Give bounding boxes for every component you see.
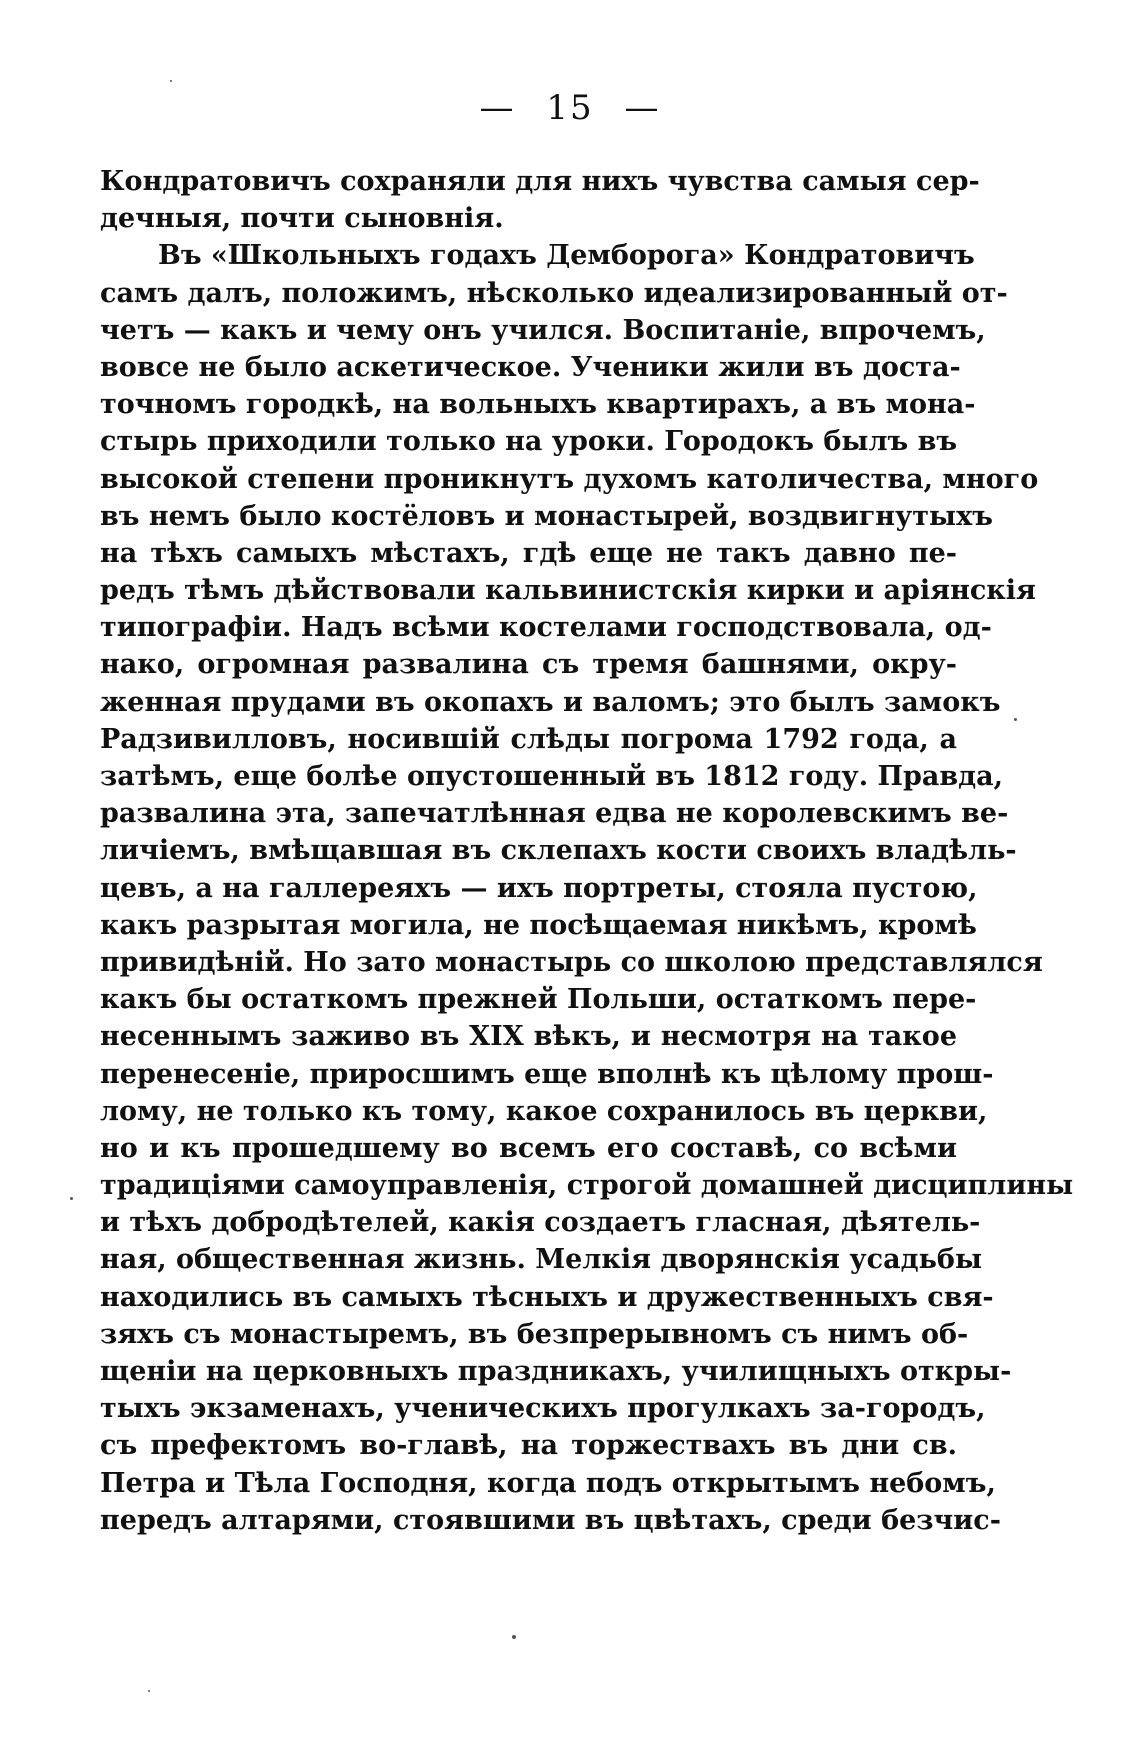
text-line: типографіи. Надъ всѣми костелами господствовала, од- [100, 612, 992, 644]
text-line: Петра и Тѣла Господня, когда подъ открытымъ небомъ, [100, 1467, 996, 1499]
text-line: но и къ прошедшему во всемъ его составѣ, со всѣми [100, 1132, 957, 1164]
text-line: зяхъ съ монастыремъ, въ безпрерывномъ съ нимъ об- [100, 1318, 969, 1350]
text-line: затѣмъ, еще болѣе опустошенный въ 1812 году. Правда, [100, 761, 1004, 792]
text-line: щеніи на церковныхъ праздникахъ, училищныхъ откры- [100, 1356, 1012, 1387]
text-line: редъ тѣмъ дѣйствовали кальвинистскія кирки и аріянскія [100, 575, 1036, 607]
text-line: несеннымъ заживо въ XIX вѣкъ, и несмотря на такое [100, 1021, 957, 1053]
text-line: высокой степени проникнутъ духомъ католичества, много [100, 463, 1039, 495]
text-line: точномъ городкѣ, на вольныхъ квартирахъ, а въ мона- [100, 389, 976, 421]
text-line: и тѣхъ добродѣтелей, какія создаетъ гласная, дѣятель- [100, 1207, 981, 1239]
paper-speck [70, 1197, 73, 1200]
text-line: четъ — какъ и чему онъ учился. Воспитаніе, впрочемъ, [100, 314, 986, 346]
text-line: передъ алтарями, стоявшими въ цвѣтахъ, среди безчис- [100, 1504, 1001, 1536]
text-line: стырь приходили только на уроки. Городокъ былъ въ [100, 426, 958, 458]
text-line: дечныя, почти сыновнія. [100, 203, 504, 235]
text-line: самъ далъ, положимъ, нѣсколько идеализированный от- [100, 277, 1008, 309]
paper-speck [170, 80, 172, 82]
text-line: развалина эта, запечатлѣнная едва не королевскимъ ве- [100, 798, 1009, 830]
text-line: привидѣній. Но зато монастырь со школою представлялся [100, 946, 1043, 978]
text-line: ная, общественная жизнь. Мелкія дворянскія усадьбы [100, 1244, 983, 1276]
paper-speck [512, 1635, 516, 1639]
text-line: нако, огромная развалина съ тремя башнями, окру- [100, 649, 957, 681]
page-header [0, 88, 1140, 128]
text-line: на тѣхъ самыхъ мѣстахъ, гдѣ еще не такъ давно пе- [100, 537, 957, 569]
body-text [100, 163, 1074, 1539]
text-line: находились въ самыхъ тѣсныхъ и дружественныхъ свя- [100, 1281, 994, 1313]
text-line: женная прудами въ окопахъ и валомъ; это былъ замокъ [100, 686, 1001, 718]
text-line: традиціями самоуправленія, строгой домашней дисциплины [100, 1170, 1074, 1202]
text-line: какъ разрытая могила, не посѣщаемая никѣмъ, кромѣ [100, 909, 977, 941]
text-line: вовсе не было аскетическое. Ученики жили въ доста- [100, 351, 961, 383]
text-line: тыхъ экзаменахъ, ученическихъ прогулкахъ за-городъ, [100, 1393, 986, 1425]
text-line: Кондратовичъ сохраняли для нихъ чувства самыя сер- [100, 166, 980, 197]
text-line: перенесеніе, приросшимъ еще вполнѣ къ цѣлому прош- [100, 1058, 994, 1090]
page-number: 15 [546, 88, 594, 128]
text-line: цевъ, а на галлереяхъ — ихъ портреты, стояла пустою, [100, 872, 978, 904]
text-line: Радзивилловъ, носившій слѣды погрома 1792 года, а [100, 723, 957, 755]
paper-speck [1014, 718, 1017, 721]
text-line: въ немъ было костёловъ и монастырей, воздвигнутыхъ [100, 500, 993, 532]
text-line: Въ «Школьныхъ годахъ Демборога» Кондратовичъ [158, 240, 975, 272]
text-line: съ префектомъ во-главѣ, на торжествахъ въ дни св. [100, 1430, 957, 1462]
header-dash-left: — [479, 88, 516, 128]
paper-speck [148, 1690, 150, 1692]
text-line: личіемъ, вмѣщавшая въ склепахъ кости своихъ владѣль- [100, 835, 1017, 867]
header-dash-right: — [624, 88, 661, 128]
text-line: какъ бы остаткомъ прежней Польши, остаткомъ пере- [100, 984, 977, 1016]
text-line: лому, не только къ тому, какое сохранилось въ церкви, [100, 1095, 988, 1127]
